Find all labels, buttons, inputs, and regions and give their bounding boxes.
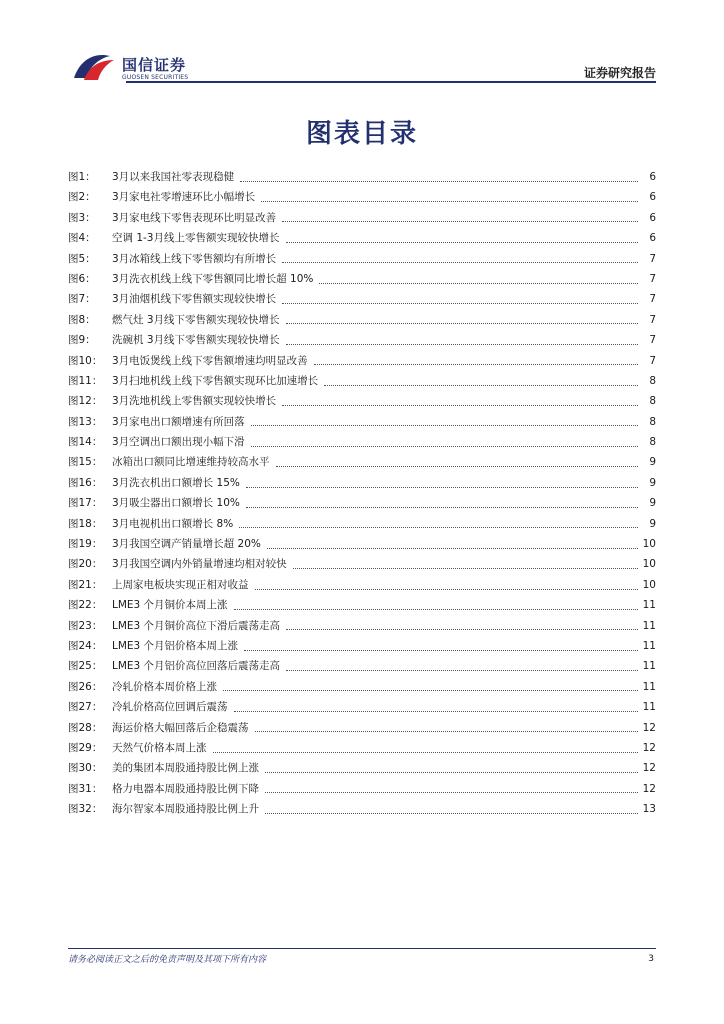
toc-entry-label: 图13：	[68, 415, 103, 428]
toc-dot-leader	[286, 242, 639, 243]
toc-dot-leader	[276, 466, 639, 467]
toc-entry-label: 图29：	[68, 741, 103, 754]
toc-entry-label: 图30：	[68, 762, 103, 775]
toc-dot-leader	[282, 221, 638, 222]
toc-entry-page: 7	[649, 293, 656, 306]
toc-entry-page: 6	[649, 232, 656, 245]
toc-entry[interactable]	[68, 414, 656, 434]
toc-dot-leader	[234, 609, 638, 610]
toc-entry-page: 8	[649, 436, 656, 449]
toc-entry-title: 3月空调出口额出现小幅下滑	[112, 436, 245, 449]
toc-dot-leader	[213, 752, 639, 753]
toc-entry-label: 图9：	[68, 334, 96, 347]
toc-entry-label: 图28：	[68, 721, 103, 734]
toc-entry-title: 海运价格大幅回落后企稳震荡	[112, 721, 249, 734]
page-header	[0, 0, 724, 90]
toc-entry[interactable]	[68, 271, 656, 291]
toc-entry-page: 12	[642, 762, 656, 775]
toc-entry-title: 冷轧价格高位回调后震荡	[112, 701, 228, 714]
toc-dot-leader	[246, 487, 638, 488]
toc-dot-leader	[246, 507, 638, 508]
toc-entry[interactable]	[68, 577, 656, 597]
toc-entry-title: 3月电视机出口额增长 8%	[112, 517, 234, 530]
toc-entry-title: 格力电器本周股通持股比例下降	[112, 782, 259, 795]
toc-dot-leader	[282, 405, 638, 406]
toc-entry-page: 11	[642, 619, 656, 632]
toc-entry[interactable]	[68, 516, 656, 536]
report-type-label: 证券研究报告	[583, 66, 656, 80]
toc-entry-label: 图22：	[68, 599, 103, 612]
toc-entry[interactable]	[68, 597, 656, 617]
toc-entry-title: 天然气价格本周上涨	[112, 741, 207, 754]
toc-entry-page: 6	[649, 211, 656, 224]
toc-dot-leader	[251, 446, 638, 447]
toc-entry-page: 7	[649, 252, 656, 265]
toc-dot-leader	[282, 262, 638, 263]
toc-dot-leader	[267, 548, 638, 549]
toc-entry[interactable]	[68, 495, 656, 515]
toc-entry-title: 3月以来我国社零表现稳健	[112, 171, 235, 183]
toc-entry-page: 10	[642, 538, 656, 551]
toc-entry-label: 图18：	[68, 517, 103, 530]
footer-disclaimer: 请务必阅读正文之后的免责声明及其项下所有内容	[68, 955, 267, 965]
toc-entry[interactable]	[68, 393, 656, 413]
toc-entry-page: 11	[642, 680, 656, 693]
toc-entry-page: 10	[642, 578, 656, 591]
toc-entry[interactable]	[68, 556, 656, 576]
toc-entry-page: 7	[649, 313, 656, 326]
toc-entry-page: 12	[642, 741, 656, 754]
toc-entry[interactable]	[68, 658, 656, 678]
toc-entry-page: 11	[642, 639, 656, 652]
toc-entry-page: 8	[649, 374, 656, 387]
toc-entry-label: 图31：	[68, 782, 103, 795]
toc-entry-page: 9	[649, 476, 656, 489]
toc-dot-leader	[261, 201, 638, 202]
toc-dot-leader	[293, 568, 638, 569]
toc-entry-title: LME3 个月铝价格本周上涨	[112, 639, 239, 652]
toc-entry[interactable]	[68, 230, 656, 250]
toc-entry-label: 图11：	[68, 374, 103, 387]
toc-entry[interactable]	[68, 740, 656, 760]
toc-entry-label: 图20：	[68, 558, 103, 571]
toc-entry-label: 图10：	[68, 354, 103, 367]
toc-entry-label: 图14：	[68, 436, 103, 449]
toc-entry-page: 8	[649, 395, 656, 408]
toc-entry-label: 图1：	[68, 171, 96, 183]
toc-entry-page: 9	[649, 497, 656, 510]
toc-entry-page: 13	[642, 803, 656, 816]
toc-entry-label: 图2：	[68, 191, 96, 204]
toc-entry[interactable]	[68, 760, 656, 780]
toc-entry[interactable]	[68, 781, 656, 801]
toc-dot-leader	[240, 181, 638, 182]
toc-dot-leader	[255, 589, 639, 590]
toc-entry-title: 美的集团本周股通持股比例上涨	[112, 762, 259, 775]
toc-entry[interactable]	[68, 434, 656, 454]
toc-entry-title: 3月洗衣机出口额增长 15%	[112, 476, 240, 489]
toc-entry[interactable]	[68, 332, 656, 352]
toc-entry[interactable]	[68, 312, 656, 332]
toc-dot-leader	[265, 772, 638, 773]
toc-entry-label: 图32：	[68, 803, 103, 816]
figure-table-of-contents	[68, 169, 656, 822]
toc-entry-title: 3月家电出口额增速有所回落	[112, 415, 245, 428]
logo-english-name: GUOSEN SECURITIES	[122, 74, 189, 81]
toc-dot-leader	[286, 670, 638, 671]
toc-entry[interactable]	[68, 720, 656, 740]
toc-entry-label: 图26：	[68, 680, 103, 693]
logo-chinese-name: 国信证券	[122, 56, 187, 74]
toc-entry-title: 冰箱出口额同比增速维持较高水平	[112, 456, 270, 469]
toc-entry-title: 燃气灶 3月线下零售额实现较快增长	[112, 313, 280, 326]
toc-entry-title: 冷轧价格本周价格上涨	[112, 680, 217, 693]
toc-entry-label: 图17：	[68, 497, 103, 510]
toc-entry[interactable]	[68, 291, 656, 311]
toc-entry-page: 11	[642, 599, 656, 612]
toc-entry[interactable]	[68, 454, 656, 474]
toc-dot-leader	[234, 711, 639, 712]
toc-entry-title: 3月洗地机线上零售额实现较快增长	[112, 395, 277, 408]
toc-entry-title: 3月洗衣机线上线下零售额同比增长超 10%	[112, 272, 314, 285]
toc-entry-page: 8	[649, 415, 656, 428]
toc-entry-title: 3月油烟机线下零售额实现较快增长	[112, 293, 277, 306]
toc-dot-leader	[286, 323, 638, 324]
toc-entry-title: 3月吸尘器出口额增长 10%	[112, 497, 240, 510]
toc-entry[interactable]	[68, 536, 656, 556]
toc-dot-leader	[223, 690, 638, 691]
toc-entry-page: 7	[649, 272, 656, 285]
toc-entry-label: 图6：	[68, 272, 96, 285]
page-title: 图表目录	[305, 119, 418, 149]
toc-entry[interactable]	[68, 353, 656, 373]
toc-entry[interactable]	[68, 618, 656, 638]
toc-entry[interactable]	[68, 638, 656, 658]
header-divider	[126, 81, 656, 83]
toc-entry-label: 图19：	[68, 538, 103, 551]
toc-entry-label: 图7：	[68, 293, 96, 306]
toc-entry-label: 图5：	[68, 252, 96, 265]
toc-entry-page: 10	[642, 558, 656, 571]
toc-entry[interactable]	[68, 679, 656, 699]
toc-dot-leader	[286, 344, 638, 345]
toc-entry[interactable]	[68, 699, 656, 719]
toc-entry-page: 7	[649, 334, 656, 347]
page-number: 3	[648, 954, 654, 964]
toc-entry-page: 9	[649, 456, 656, 469]
toc-entry-page: 12	[642, 721, 656, 734]
toc-entry-label: 图24：	[68, 639, 103, 652]
toc-dot-leader	[239, 527, 638, 528]
toc-entry-title: 3月我国空调内外销量增速均相对较快	[112, 558, 287, 571]
toc-entry-title: LME3 个月铝价高位回落后震荡走高	[112, 660, 281, 673]
toc-entry-page: 7	[649, 354, 656, 367]
toc-entry-title: 3月家电线下零售表现环比明显改善	[112, 211, 277, 224]
toc-entry-label: 图23：	[68, 619, 103, 632]
toc-dot-leader	[265, 813, 638, 814]
toc-entry-label: 图16：	[68, 476, 103, 489]
toc-entry-page: 11	[642, 660, 656, 673]
toc-dot-leader	[265, 792, 638, 793]
toc-entry-page: 6	[649, 191, 656, 204]
toc-entry-title: 3月我国空调产销量增长超 20%	[112, 538, 261, 551]
toc-entry[interactable]	[68, 373, 656, 393]
toc-entry-label: 图27：	[68, 701, 103, 714]
toc-entry-title: 洗碗机 3月线下零售额实现较快增长	[112, 334, 280, 347]
toc-entry[interactable]	[68, 169, 656, 189]
toc-entry-page: 12	[642, 782, 656, 795]
toc-entry-label: 图25：	[68, 660, 103, 673]
toc-entry-label: 图12：	[68, 395, 103, 408]
toc-dot-leader	[324, 385, 638, 386]
footer-divider	[68, 948, 656, 949]
toc-entry-title: 上周家电板块实现正相对收益	[112, 578, 249, 591]
toc-entry-label: 图3：	[68, 211, 96, 224]
logo-mark-icon	[70, 50, 118, 84]
toc-dot-leader	[314, 364, 638, 365]
toc-entry[interactable]	[68, 801, 656, 821]
toc-dot-leader	[255, 731, 639, 732]
toc-entry-title: 3月扫地机线上线下零售额实现环比加速增长	[112, 374, 319, 387]
toc-entry-label: 图4：	[68, 232, 96, 245]
toc-entry-label: 图15：	[68, 456, 103, 469]
toc-dot-leader	[282, 303, 638, 304]
toc-entry-title: 3月电饭煲线上线下零售额增速均明显改善	[112, 354, 308, 367]
toc-dot-leader	[244, 650, 638, 651]
toc-entry[interactable]	[68, 189, 656, 209]
toc-entry-page: 11	[642, 701, 656, 714]
toc-dot-leader	[251, 425, 638, 426]
toc-entry-label: 图8：	[68, 313, 96, 326]
toc-entry[interactable]	[68, 251, 656, 271]
toc-entry-label: 图21：	[68, 578, 103, 591]
toc-entry[interactable]	[68, 475, 656, 495]
toc-dot-leader	[319, 283, 638, 284]
toc-entry-title: LME3 个月铜价本周上涨	[112, 599, 228, 612]
toc-entry-page: 9	[649, 517, 656, 530]
toc-entry-title: 3月家电社零增速环比小幅增长	[112, 191, 256, 204]
toc-entry-title: 海尔智家本周股通持股比例上升	[112, 803, 259, 816]
toc-entry-title: 空调 1-3月线上零售额实现较快增长	[112, 232, 280, 245]
toc-entry[interactable]	[68, 210, 656, 230]
toc-entry-title: 3月冰箱线上线下零售额均有所增长	[112, 252, 277, 265]
toc-entry-page: 6	[649, 171, 656, 183]
toc-dot-leader	[286, 629, 638, 630]
toc-entry-title: LME3 个月铜价高位下滑后震荡走高	[112, 619, 281, 632]
